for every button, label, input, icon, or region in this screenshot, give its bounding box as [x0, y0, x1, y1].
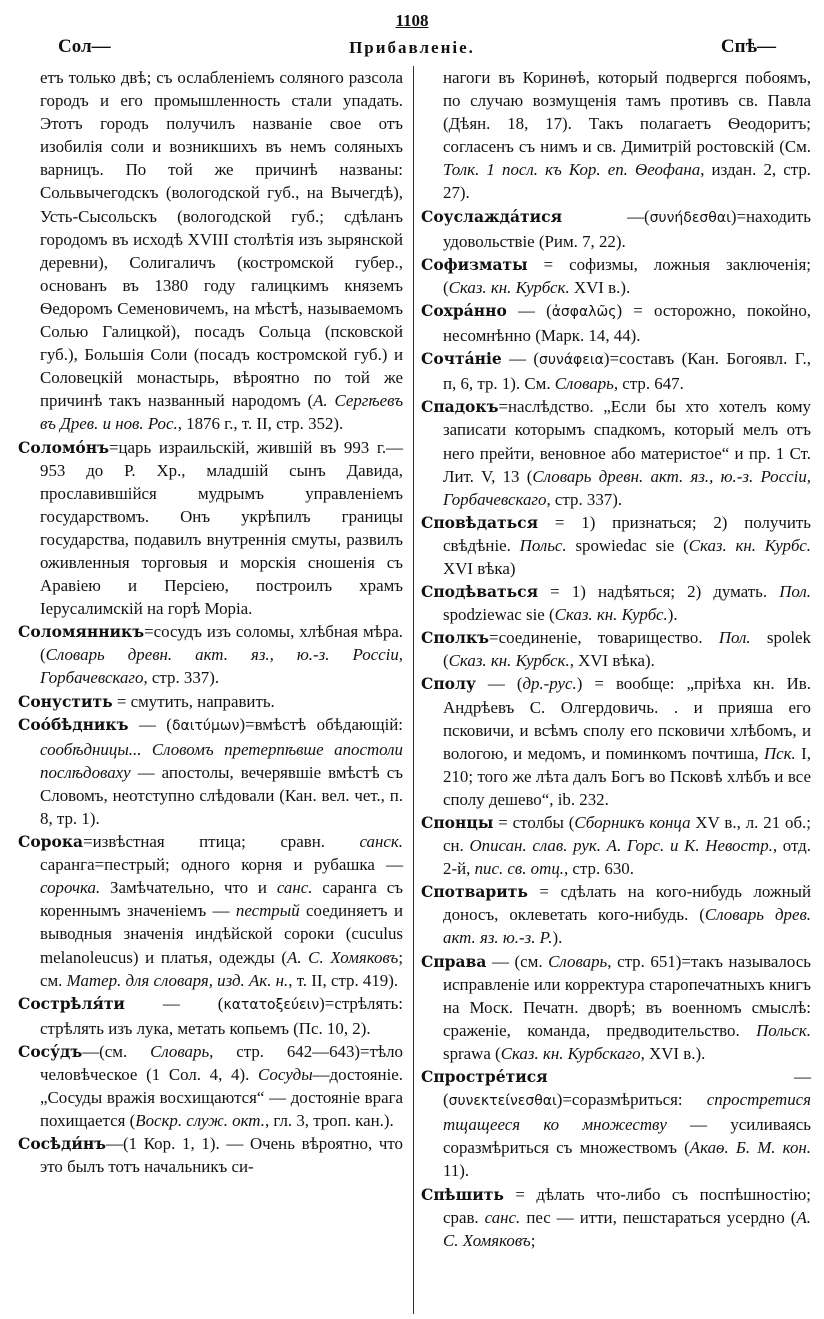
headword: Спонцы: [421, 813, 494, 832]
entry-sonustit: Сонустить = смутить, направить.: [18, 691, 275, 711]
headword: Сосу́дъ: [18, 1041, 83, 1061]
headword: Спростре́тися: [421, 1067, 548, 1087]
running-head-title: Прибавленіе.: [349, 38, 475, 57]
headword: Сонустить: [18, 691, 113, 711]
headword: Спотварить: [421, 882, 528, 902]
headword: Сохра́нно: [421, 300, 507, 320]
headword: Сповѣдаться: [421, 512, 539, 532]
running-head-left: Сол—: [58, 36, 111, 57]
headword: Соломянникъ: [18, 622, 145, 642]
headword: Соо́бѣдникъ: [18, 714, 129, 734]
entry-soobednik: Соо́бѣдникъ — (δαιτύμων)=вмѣстѣ обѣдающій: сообѣдницы... Словомъ претерпѣвше апостоли послѣдоваху — апостолы, вечерявшіе вмѣстѣ съ Словомъ, неотступно слѣдовали (Кан. вел. чет., п. 8, тр. 1).: [18, 714, 403, 828]
headword: Сочта́ніе: [421, 349, 502, 369]
headword: Соуслажда́тися: [421, 206, 563, 226]
headword: Спадокъ: [421, 397, 499, 417]
page-number: 1108: [395, 11, 429, 30]
headword: Сосѣди́нъ: [18, 1134, 107, 1154]
column-divider: [413, 66, 414, 1314]
headword: Сорока: [18, 832, 84, 852]
headword: Сполу: [421, 674, 476, 694]
entry-sosud: Сосу́дъ—(см. Словарь, стр. 642—643)=тѣло человѣческое (1 Сол. 4, 4). Сосуды—достояніе. „Сосуды вражія восхищаются“ — достояніе врага похищается (Воскр. служ. окт., гл. 3, троп. кан.).: [18, 1041, 403, 1131]
headword: Софизматы: [421, 254, 528, 274]
headword: Соломо́нъ: [18, 437, 109, 457]
entry-sofizmaty: Софизматы = софизмы, ложныя заключенія; (Сказ. кн. Курбск. XVI в.).: [421, 254, 811, 297]
headword: Сполкъ: [421, 628, 490, 648]
entry-solomyannik: Соломянникъ=сосудъ изъ соломы, хлѣбная мѣра. (Словарь древн. акт. яз., ю.-з. Россіи, Горбачевскаго, стр. 337).: [18, 622, 403, 688]
entry-sostrelyati: Сострѣля́ти — (κατατοξεύειν)=стрѣлять: стрѣлять изъ лука, метать копьемъ (Пс. 10, 2).: [18, 993, 403, 1038]
entry-sokhranno: Сохра́нно — (ἀσφαλῶς) = осторожно, покойно, несомнѣнно (Марк. 14, 44).: [421, 300, 812, 346]
running-head-right: Спѣ—: [720, 36, 776, 57]
entry-solomon: Соломо́нъ=царь израильскій, жившій въ 993 г.— 953 до Р. Хр., младшій сынъ Давида, прославившійся мудрымъ управленіемъ государствомъ. Онъ укрѣпилъ границы государства, подавилъ внутреннія смуты, развилъ оживленныя торговыя и морскія сношенія съ Аравіею и Персіею, построилъ храмъ Іерусалимскій на горѣ Моріа.: [18, 437, 403, 619]
entry-spolu: Сполу — (др.-рус.) = вообще: „пріѣха кн. Ив. Андрѣевъ С. Олгердовичь. . и прияша его псковичи, и всѣмъ сполу его псковичи хлѣбомъ, и вологою, и медомъ, и поминкомъ почтиша, Пск. I, 210; того же лѣта далъ Богъ во Псковѣ хлѣбъ и все сполу дешево“, ib. 232.: [421, 674, 811, 809]
left-column: [18, 66, 403, 1179]
entry-spodevatsya: Сподѣваться = 1) надѣяться; 2) думать. Пол. spodziewac sie (Сказ. кн. Курбс.).: [421, 582, 811, 625]
entry-continuation: етъ только двѣ; съ ослабленіемъ соляного разсола городъ и его промышленность стали упадать. Этотъ городъ получилъ названіе свое отъ изобилія соли и возникшихъ въ немъ соляныхъ варницъ. По той же причинѣ названы: Сольвычегодскъ (вологодской губ., на Вычегдѣ), Усть-Сысольскъ (вологодской губ.; сдѣланъ городомъ въ исходѣ XVIII столѣтія изъ зырянской деревни), Солигаличъ (костромской губер., основанъ въ 1380 году галицкимъ княземъ Ѳедоромъ Семеновичемъ, на мѣстѣ, называемомъ Солью Галицкой), посадъ Сольца (псковской губ.), Большія Соли (посадъ костромской губ.) и Соловецкій монастырь, вѣроятно по той же причинѣ такъ названный народомъ (А. Сергѣевъ въ Древ. и нов. Рос., 1876 г., т. II, стр. 352).: [40, 68, 403, 434]
entry-sochtanie: Сочта́ніе — (συνάφεια)=составъ (Кан. Богоявл. Г., п, 6, тр. 1). См. Словарь, стр. 647.: [421, 349, 811, 394]
entry-sprostretisya: Спростре́тися — (συνεκτείνεσθαι)=соразмѣриться: спростретися тщащееся ко множеству — усиливаясь соразмѣриться съ множествомъ (Акаѳ. Б. М. кон. 11).: [421, 1067, 811, 1181]
entry-continuation: нагоги въ Коринѳѣ, который подвергся побоямъ, по случаю возмущенія тамъ противъ св. Павла (Дѣян. 18, 17). Такъ полагаетъ Ѳеодоритъ; согласенъ съ нимъ и св. Димитрій ростовскій (См. Толк. 1 посл. къ Кор. еп. Ѳеофана, издан. 2, стр. 27).: [443, 68, 811, 203]
headword: Сострѣля́ти: [18, 993, 125, 1013]
headword: Спѣшить: [421, 1184, 504, 1204]
entry-spadok: Спадокъ=наслѣдство. „Если бы хто хотелъ кому записати которымъ спадкомъ, который мелъ отъ него прейти, веновное або материстое“ и пр. 1 Ст. Лит. V, 13 (Словарь древн. акт. яз., ю.-з. Россіи, Горбачевскаго, стр. 337).: [421, 397, 811, 509]
entry-speshit: Спѣшить = дѣлать что-либо съ поспѣшностію; срав. санс. пес — итти, пешстараться усердно (А. С. Хомяковъ;: [421, 1184, 811, 1250]
entry-souslazhdatisya: Соуслажда́тися —(συνήδεσθαι)=находить удовольствіе (Рим. 7, 22).: [421, 206, 811, 251]
right-column: [421, 66, 811, 1252]
headword: Справа: [421, 951, 487, 971]
entry-sprava: Справа — (см. Словарь, стр. 651)=такъ называлось исправленіе или корректура старопечатныхъ книгъ на Моск. Печатн. дворѣ; въ военномъ смыслѣ: сраженіе, команда, предводительство. Польск. sprawa (Сказ. кн. Курбскаго, XVI в.).: [421, 951, 812, 1063]
entry-spovedatsya: Сповѣдаться = 1) признаться; 2) получить свѣдѣніе. Польс. spowiedac sie (Сказ. кн. Курбс. XVI вѣка): [421, 512, 811, 578]
entry-soroka: Сорока=извѣстная птица; сравн. санск. саранга=пестрый; одного корня и рубашка — сорочка. Замѣчательно, что и санс. саранга съ кореннымъ значеніемъ — пестрый соединяетъ и выводныя значенія индѣйской сороки (cuculus melanoleucus) и платья, одежды (А. С. Хомяковъ; см. Матер. для словаря, изд. Ак. н., т. II, стр. 419).: [18, 832, 404, 990]
entry-sosedin: Сосѣди́нъ—(1 Кор. 1, 1). — Очень вѣроятно, что это былъ тотъ начальникъ си-: [18, 1134, 403, 1177]
headword: Сподѣваться: [421, 582, 539, 602]
entry-spotvarit: Спотварить = сдѣлать на кого-нибудь ложный доносъ, оклеветать кого-нибудь. (Словарь древ. акт. яз. ю.-з. Р.).: [421, 882, 812, 948]
entry-spolk: Сполкъ=соединеніе, товарищество. Пол. spolek (Сказ. кн. Курбск., XVI вѣка).: [421, 628, 811, 671]
entry-spontsy: Спонцы = столбы (Сборникъ конца XV в., л. 21 об.; сн. Описан. слав. рук. А. Горс. и К. Невостр., отд. 2-й, пис. св. отц., стр. 630.: [421, 813, 811, 879]
